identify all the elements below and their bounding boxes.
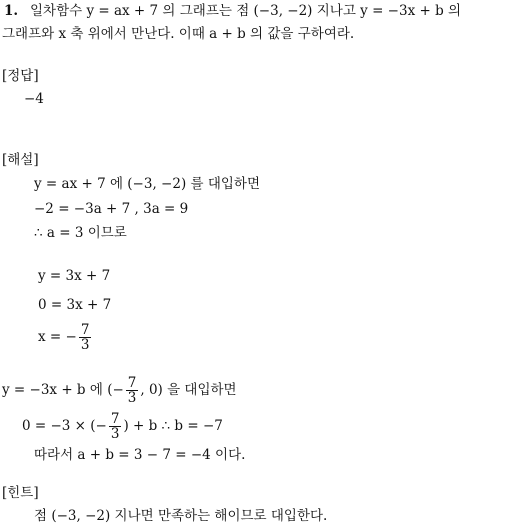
fraction-denominator: 3 bbox=[80, 337, 90, 353]
hint-label: [힌트] bbox=[2, 485, 39, 501]
line4-pre: y = −3x + b 에 (− bbox=[2, 382, 124, 398]
fraction-denominator: 3 bbox=[110, 426, 120, 442]
fraction-denominator: 3 bbox=[127, 390, 137, 406]
fraction-numerator: 7 bbox=[80, 322, 90, 338]
line4-post: , 0) 을 대입하면 bbox=[140, 382, 237, 398]
equation-3-lhs: x = − bbox=[38, 329, 77, 345]
line5-post: ) + b ∴ b = −7 bbox=[123, 418, 223, 434]
equation-2: 0 = 3x + 7 bbox=[38, 297, 112, 313]
equation-1: y = 3x + 7 bbox=[38, 268, 111, 284]
problem-number: 1. bbox=[4, 3, 19, 19]
fraction-numerator: 7 bbox=[110, 411, 120, 427]
answer-value: −4 bbox=[24, 91, 44, 107]
solution-line2: −2 = −3a + 7 , 3a = 9 bbox=[34, 201, 189, 217]
solution-line6: 따라서 a + b = 3 − 7 = −4 이다. bbox=[34, 447, 246, 463]
solution-label: [해설] bbox=[2, 152, 39, 168]
fraction-seven-thirds-3 bbox=[109, 412, 122, 441]
solution-line5 bbox=[22, 412, 223, 441]
answer-label: [정답] bbox=[2, 68, 39, 84]
problem-text-line2: 그래프와 x 축 위에서 만난다. 이때 a + b 의 값을 구하여라. bbox=[2, 26, 355, 42]
solution-line4 bbox=[2, 376, 237, 405]
fraction-seven-thirds-2 bbox=[126, 376, 139, 405]
fraction-numerator: 7 bbox=[127, 375, 137, 391]
equation-3 bbox=[38, 323, 93, 352]
problem-text-line1: 일차함수 y = ax + 7 의 그래프는 점 (−3, −2) 지나고 y = −3x + b 의 bbox=[30, 3, 462, 19]
hint-text: 점 (−3, −2) 지나면 만족하는 해이므로 대입한다. bbox=[34, 508, 328, 524]
line5-pre: 0 = −3 × (− bbox=[22, 418, 107, 434]
solution-line3: ∴ a = 3 이므로 bbox=[34, 225, 127, 241]
fraction-seven-thirds bbox=[79, 323, 92, 352]
solution-line1: y = ax + 7 에 (−3, −2) 를 대입하면 bbox=[34, 176, 260, 192]
